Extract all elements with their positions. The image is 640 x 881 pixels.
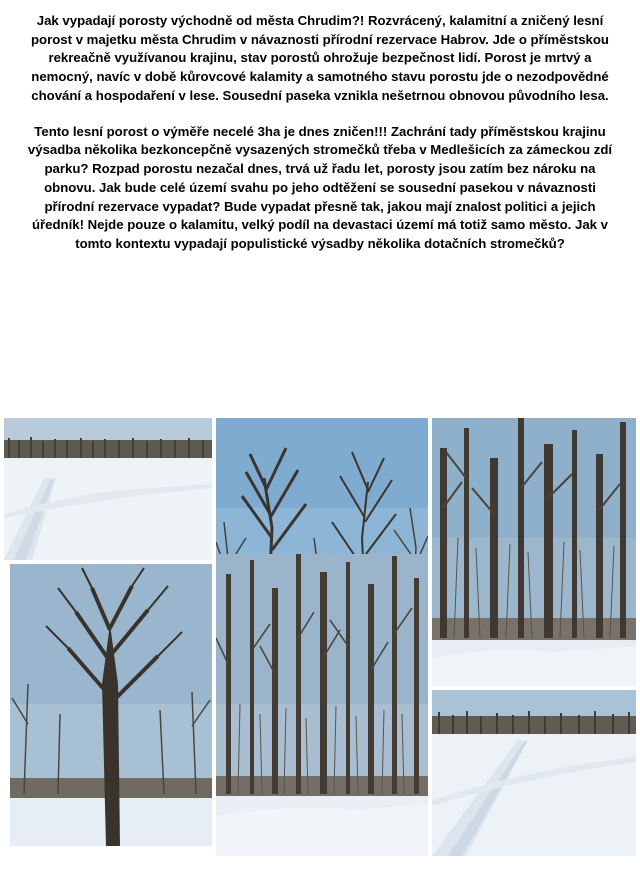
photo-snow-field-slope bbox=[432, 690, 636, 856]
photo-collage bbox=[0, 398, 640, 881]
photo-damaged-forest-stand bbox=[432, 418, 636, 686]
photo-snowy-field-with-tracks bbox=[4, 418, 212, 560]
photo-thin-trunks-winter bbox=[216, 554, 428, 856]
paragraph-1: Jak vypadají porosty východně od města Chrudim?! Rozvrácený, kalamitní a zničený lesní porost v majetku města Chrudim v návaznosti přírodní rezervace Habrov. Jde o příměstskou rekreačně využívanou krajinu, stav porostů ohrožuje bezpečnost lidí. Porost je mrtvý a nemocný, navíc v době kůrovcové kalamity a samotného stavu porostu jde o nezodpovědné chování a hospodaření v lese. Sousední paseka vznikla nešetrnou obnovou původního lesa. bbox=[31, 13, 609, 103]
paragraph-2: Tento lesní porost o výměře necelé 3ha je dnes zničen!!! Zachrání tady příměstskou krajinu výsadba několika bezkoncepčně vysazených stromečků třeba v Medlešicích za zámeckou zdí parku? Rozpad porostu nezačal dnes, trvá už řadu let, porosty jsou zatím bez nároku na obnovu. Jak bude celé území svahu po jeho odtěžení se sousední pasekou v návaznosti přírodní rezervace vypadat? Bude vypadat přesně tak, jakou mají znalost politici a jejich úředník! Nejde pouze o kalamitu, velký podíl na devastaci území má totiž samo město. Jak v tomto kontextu vypadají populistické výsadby několika dotačních stromečků? bbox=[27, 123, 613, 252]
article-text bbox=[0, 0, 640, 254]
photo-dead-standing-tree bbox=[10, 564, 212, 846]
